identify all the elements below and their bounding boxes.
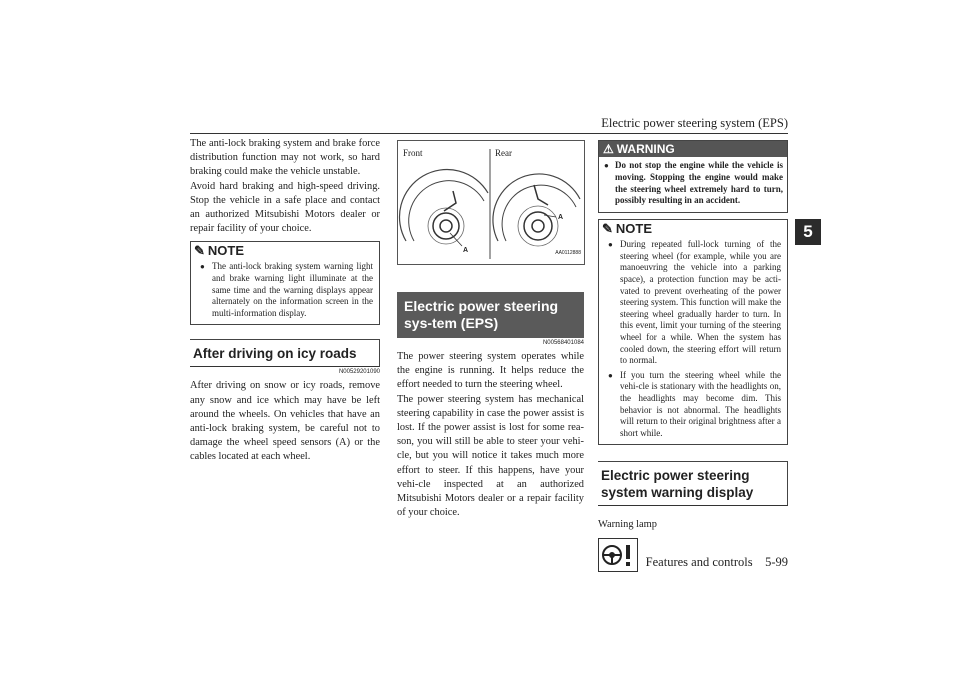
note-header bbox=[191, 242, 379, 260]
pencil-icon: ✎ bbox=[194, 243, 205, 259]
note-box-abs bbox=[190, 241, 380, 325]
pencil-icon: ✎ bbox=[602, 221, 613, 237]
bullet-icon: ● bbox=[608, 240, 613, 250]
diagram-rear-label: Rear bbox=[495, 148, 512, 158]
section-title-eps: Electric power steering sys-tem (EPS) bbox=[397, 292, 584, 338]
column-left bbox=[190, 137, 380, 465]
column-middle bbox=[397, 140, 584, 520]
warning-label: WARNING bbox=[616, 141, 675, 156]
warning-triangle-icon: ⚠ bbox=[603, 141, 614, 156]
warning-box bbox=[598, 140, 788, 213]
warning-header bbox=[599, 141, 787, 157]
note-box-eps bbox=[598, 219, 788, 445]
diagram-front-label: Front bbox=[403, 148, 423, 158]
wheel-sensor-diagram bbox=[397, 140, 585, 265]
column-right bbox=[598, 140, 788, 572]
section-title-eps-warning: Electric power steering system warning display bbox=[598, 461, 788, 506]
page-header-title: Electric power steering system (EPS) bbox=[601, 116, 788, 130]
bullet-icon: ● bbox=[608, 370, 613, 380]
section-title-icy-roads: After driving on icy roads bbox=[190, 339, 380, 367]
diagram-ref-code: AA0112888 bbox=[555, 249, 581, 256]
note-item bbox=[599, 370, 787, 440]
note-text-2: If you turn the steering wheel while the vehi-cle is stationary with the headlights on, the headlights may become dim. This behavior is not abnormal. The headlights will return to their original brightness after a short while. bbox=[620, 369, 781, 438]
page-footer: Features and controls 5-99 bbox=[645, 555, 788, 569]
header-rule bbox=[190, 133, 788, 134]
bullet-icon: ● bbox=[200, 262, 205, 272]
note-item bbox=[191, 261, 379, 319]
note-header bbox=[599, 220, 787, 238]
eps-paragraph-1: The power steering system operates while the engine is running. It helps reduce the effort needed to turn the steering wheel. bbox=[397, 351, 584, 391]
note-label: NOTE bbox=[615, 221, 653, 237]
chapter-tab: 5 bbox=[795, 219, 821, 245]
warning-text: Do not stop the engine while the vehicle is moving. Stopping the engine would make the steering wheel extremely hard to turn, possibly resulting in an accident. bbox=[615, 160, 783, 206]
note-item bbox=[599, 239, 787, 367]
diagram-marker-a-rear: A bbox=[558, 214, 564, 221]
warning-item bbox=[599, 160, 787, 207]
section-code: N00529201090 bbox=[338, 369, 380, 376]
intro-paragraph-1: The anti-lock braking system and brake force distribution function may not work, so hard braking could make the vehicle unstable. bbox=[190, 138, 380, 178]
eps-paragraph-2: The power steering system has mechanical steering capability in case the power assist is lost. If the power assist is lost for some rea-son, you will still be able to steer your vehi-cle, but you will notice it takes much more effort to steer. If this happens, have your vehi-cle inspected at an authorized Mitsubishi Motors dealer or a repair facility of your choice. bbox=[397, 393, 584, 519]
note-text: The anti-lock braking system warning light and brake warning light illuminate at the same time and the warning displays appear alternately on the information screen in the multi-information display. bbox=[212, 261, 373, 318]
warning-lamp-label: Warning lamp bbox=[598, 519, 657, 531]
icy-roads-paragraph: After driving on snow or icy roads, remove any snow and ice which may have be left around the wheels. On vehicles that have an anti-lock braking system, be careful not to damage the wheel speed sensors (A) or the cables located at each wheel. bbox=[190, 380, 380, 463]
diagram-marker-a-front: A bbox=[463, 247, 469, 254]
note-label: NOTE bbox=[207, 243, 245, 259]
eps-section-code: N00568401084 bbox=[542, 340, 584, 346]
bullet-icon: ● bbox=[604, 161, 609, 170]
note-text-1: During repeated full-lock turning of the steering wheel (for example, while you are manoeuvring the vehicle into a parking space), a protection function may be acti-vated to prevent overheating of the power steering system. This function will make the steering wheel gradually harder to turn. In this event, limit your turning of the steering wheel for a while. When the system has cooled down, the steering effort will return to normal. bbox=[620, 239, 781, 366]
intro-paragraph-2: Avoid hard braking and high-speed driving. Stop the vehicle in a safe place and contact an authorized Mitsubishi Motors dealer or repair facility of your choice. bbox=[190, 180, 380, 235]
